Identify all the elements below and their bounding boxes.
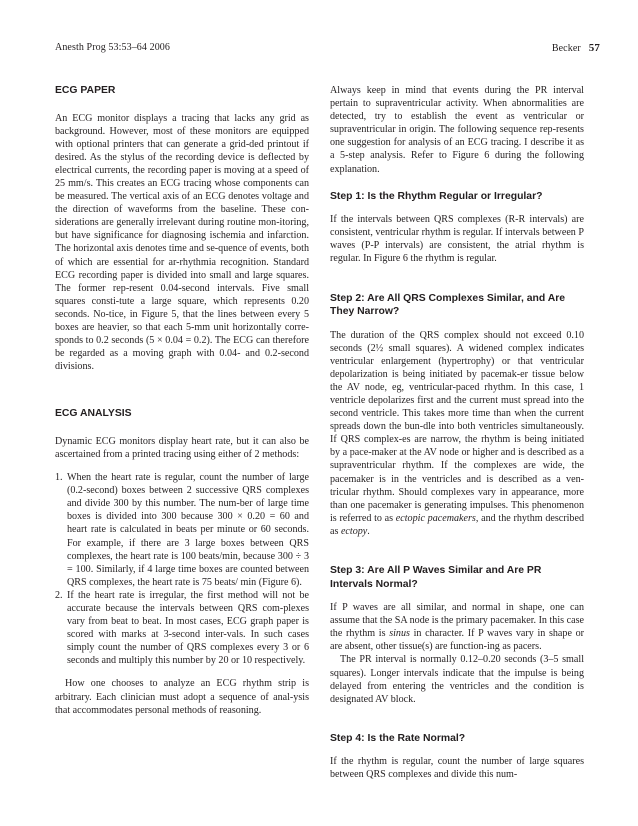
heart-rate-methods-list	[55, 471, 309, 667]
step3-heading: Step 3: Are All P Waves Similar and Are PR Intervals Normal?	[330, 565, 542, 590]
running-header-citation: Anesth Prog 53:53–64 2006	[55, 42, 170, 53]
list-item: 2. If the heart rate is irregular, the first method will not be accurate because the intervals between QRS com-plexes vary from beat to beat. In most cases, ECG graph paper is scored with marks at 3-second inter-vals. In such cases simply count the number of QRS complexes every 3 or 6 seconds and multiply this number by 20 or 10 respectively.	[55, 589, 309, 667]
running-header-right	[552, 42, 600, 54]
ectopic-pacemakers-term: ectopic pacemakers	[395, 512, 476, 524]
left-column	[55, 84, 309, 717]
step2-text: The duration of the QRS complex should not exceed 0.10 seconds (2½ small squares). A widened complex indicates ventricular enlargement (hypertrophy) or that ventricular depolarization is being initiated by pacemak-er tissue below the AV node, eg, ventricular-paced rhythm. In this case, 1 ventricle depolarizes first and the current must spread into the second ventricle. This takes more time than when the current spreads down the bun-dle into both ventricles simultaneously. If QRS complex-es are narrow, the rhythm is being initiated by a pace-maker at the AV node or higher and is described as a supraventricular rhythm. If the complexes are wide, the pacemaker is in the ventricles and is described as a ven-tricular rhythm. Should complexes vary in appearance, more than one pacemaker is generating impulses. This phenomenon is referred to as ectopic pacemakers, and the rhythm described as ectopy.	[330, 329, 585, 537]
ecg-analysis-closing: How one chooses to analyze an ECG rhythm strip is arbitrary. Each clinician must adopt a sequence of anal-ysis that accommodates personal methods of reasoning.	[55, 678, 309, 716]
page-number: 57	[588, 42, 600, 54]
ecg-paper-paragraph: An ECG monitor displays a tracing that lacks any grid as background. However, most of these monitors are equipped with optional printers that can generate a grid-ded printout if desired. As the stylus of the recording device is deflected by electrical currents, the recording paper is moving at a speed of 25 mm/s. This creates an ECG tracing whose components can be measured. The vertical axis of an ECG denotes voltage and the direction of waveforms from the baseline. These con-siderations are generally irrelevant during routine mon-itoring, but have significance for diagnosing ischemia and infarction. The horizontal axis denotes time and se-quence of events, both of which are essential for ar-rhythmia recognition. Standard ECG recording paper is divided into small and large squares. The former rep-resent 0.04-second intervals. Five small squares consti-tute a large square, which represents 0.20 seconds. No-tice, in Figure 5, that the lines between every 5 boxes are heavier, so that each 5-mm unit horizontally corre-sponds to 0.2 seconds (5 × 0.04 = 0.2). The ECG can therefore be regarded as a moving graph with 0.04- and 0.2-second divisions.	[55, 112, 309, 373]
list-item: 1. When the heart rate is regular, count the number of large (0.2-second) boxes between 2 successive QRS complexes and divide 300 by this number. The num-ber of large time boxes is divided into 300 because 300 × 0.20 = 60 and heart rate is calculated in beats per minute or 60 seconds. For example, if there are 3 large boxes between QRS complexes, the heart rate is 100 beats/min, because 300 ÷ 3 = 100. Similarly, if 4 large time boxes are counted between QRS complexes, the heart rate is 75 beats/ min (Figure 6).	[55, 472, 309, 588]
analysis-intro-paragraph: Always keep in mind that events during the PR interval pertain to supraventricular activity. When abnormalities are detected, try to establish the event as ventricular or supraventricular in origin. The following sequence rep-resents one suggestion for analysis of an ECG tracing. I describe it as a 5-step analysis. Refer to Figure 6 during the following explanation.	[330, 85, 584, 175]
sinus-term: sinus	[389, 628, 410, 640]
step4-text: If the rhythm is regular, count the number of large squares between QRS complexes and divide this num-	[330, 756, 584, 781]
step2-heading: Step 2: Are All QRS Complexes Similar, and Are They Narrow?	[330, 292, 566, 318]
step3-pr-interval-text: The PR interval is normally 0.12–0.20 seconds (3–5 small squares). Longer intervals indicate that the impulse is being delayed from entering the ventricles and the condition is designated AV block.	[330, 654, 584, 705]
step1-heading: Step 1: Is the Rhythm Regular or Irregular?	[330, 190, 543, 202]
right-column	[330, 84, 584, 781]
running-header-author: Becker	[551, 43, 581, 54]
section-heading-ecg-analysis: ECG ANALYSIS	[55, 408, 132, 420]
ecg-analysis-intro: Dynamic ECG monitors display heart rate, but it can also be ascertained from a printed tracing using either of 2 methods:	[55, 435, 309, 460]
step3-text: If P waves are all similar, and normal in shape, one can assume that the SA node is the primary pacemaker. In this case the rhythm is sinus in character. If P waves vary in shape or are absent, other tissue(s) are function-ing as pacers.	[330, 602, 584, 653]
section-heading-ecg-paper: ECG PAPER	[55, 85, 116, 96]
ectopy-term: ectopy	[340, 525, 368, 537]
step1-text: If the intervals between QRS complexes (R-R intervals) are consistent, ventricular rhythm is regular. If intervals between P waves (P-P intervals) are consistent, the atrial rhythm is regular. In Figure 6 the rhythm is regular.	[330, 214, 584, 265]
step4-heading: Step 4: Is the Rate Normal?	[330, 732, 466, 744]
